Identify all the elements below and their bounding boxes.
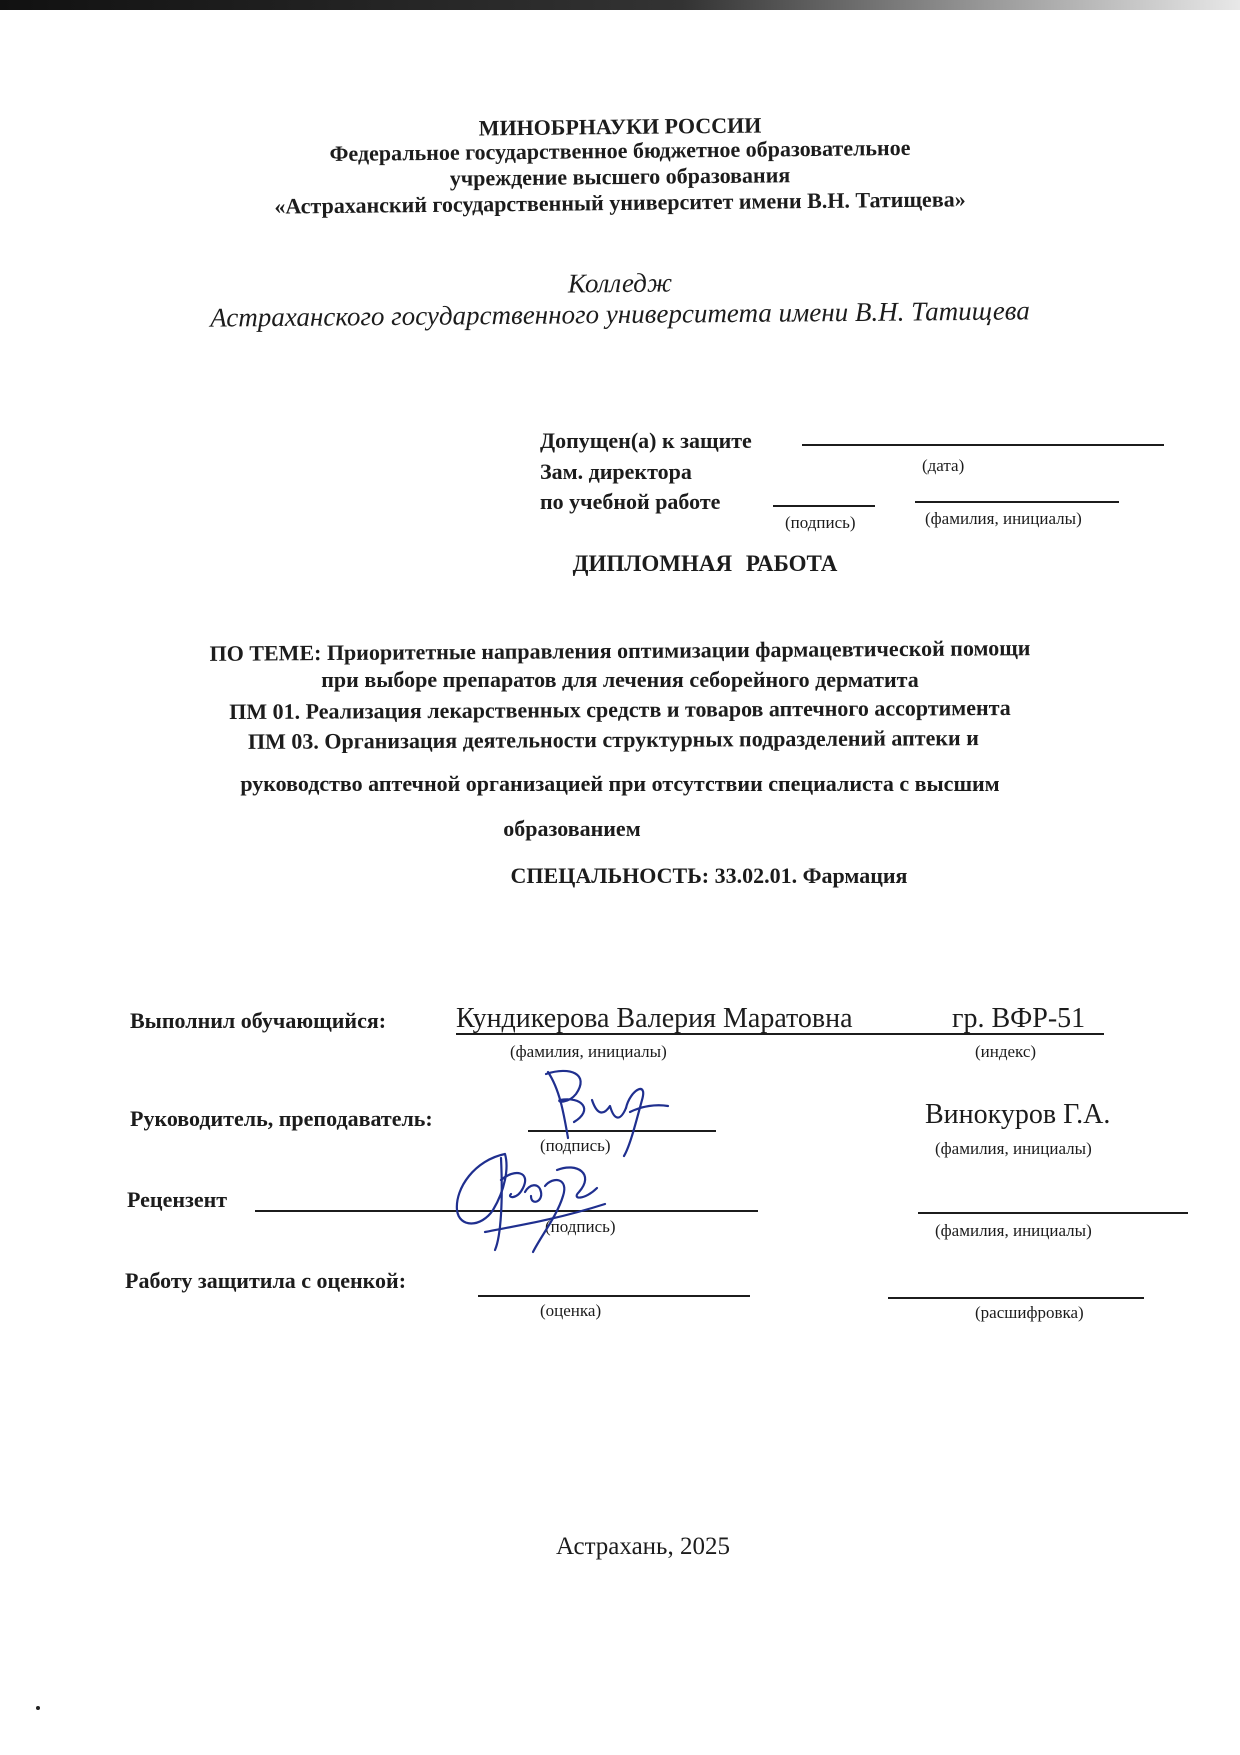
pm03-line-2: руководство аптечной организацией при отсутствии специалиста с высшим xyxy=(240,771,1000,796)
pm03-line-1: ПМ 03. Организация деятельности структурных подразделений аптеки и xyxy=(247,725,979,754)
student-name-caption: (фамилия, инициалы) xyxy=(510,1042,667,1061)
signature-caption: (подпись) xyxy=(785,513,856,532)
transcript-caption: (расшифровка) xyxy=(975,1303,1084,1322)
reviewer-label: Рецензент xyxy=(127,1187,228,1212)
pm01-line: ПМ 01. Реализация лекарственных средств и товаров аптечного ассортимента xyxy=(229,694,1011,725)
admission-date-line xyxy=(802,444,1164,446)
specialty-line: СПЕЦАЛЬНОСТЬ: 33.02.01. Фармация xyxy=(510,863,908,888)
student-label: Выполнил обучающийся: xyxy=(130,1008,387,1033)
scan-speck xyxy=(36,1706,40,1710)
supervisor-label: Руководитель, преподаватель: xyxy=(130,1106,433,1131)
college-title: Колледж xyxy=(567,267,673,299)
reviewer-name-line xyxy=(918,1212,1188,1214)
defense-label: Работу защитила с оценкой: xyxy=(125,1268,407,1293)
deputy-name-line xyxy=(915,501,1119,503)
institution-line-1: Федеральное государственное бюджетное образовательное xyxy=(329,134,911,167)
supervisor-name-caption: (фамилия, инициалы) xyxy=(935,1139,1092,1158)
reviewer-name-caption: (фамилия, инициалы) xyxy=(935,1221,1092,1240)
admitted-label: Допущен(а) к защите xyxy=(540,428,752,453)
academic-work-label: по учебной работе xyxy=(540,489,721,514)
institution-line-2: учреждение высшего образования xyxy=(449,162,791,191)
supervisor-signature-caption: (подпись) xyxy=(540,1136,611,1155)
deputy-director-label: Зам. директора xyxy=(540,459,692,484)
reviewer-signature xyxy=(445,1140,615,1265)
supervisor-name: Винокуров Г.А. xyxy=(925,1099,1111,1130)
reviewer-signature-caption: (подпись) xyxy=(545,1217,616,1236)
deputy-signature-line xyxy=(773,505,875,507)
university-name: «Астраханский государственный университет имени В.Н. Татищева» xyxy=(274,186,966,219)
transcript-line xyxy=(888,1297,1144,1299)
city-year: Астрахань, 2025 xyxy=(556,1533,730,1560)
topic-line-2: при выборе препаратов для лечения себорейного дерматита xyxy=(321,667,919,692)
date-caption: (дата) xyxy=(922,456,965,475)
grade-caption: (оценка) xyxy=(540,1301,602,1320)
name-caption: (фамилия, инициалы) xyxy=(925,509,1082,528)
ministry-title: МИНОБРНАУКИ РОССИИ xyxy=(478,112,762,141)
topic-line-1: ПО ТЕМЕ: Приоритетные направления оптимизации фармацевтической помощи xyxy=(209,635,1031,666)
student-group: гр. ВФР-51 xyxy=(952,1003,1086,1034)
college-subtitle: Астраханского государственного университета имени В.Н. Татищева xyxy=(210,295,1030,333)
grade-line xyxy=(478,1295,750,1297)
document-type-title: ДИПЛОМНАЯ РАБОТА xyxy=(572,551,838,576)
scan-edge xyxy=(0,0,1240,10)
student-index-caption: (индекс) xyxy=(975,1042,1037,1061)
pm03-line-3: образованием xyxy=(503,816,641,841)
student-name: Кундикерова Валерия Маратовна xyxy=(456,1003,853,1034)
